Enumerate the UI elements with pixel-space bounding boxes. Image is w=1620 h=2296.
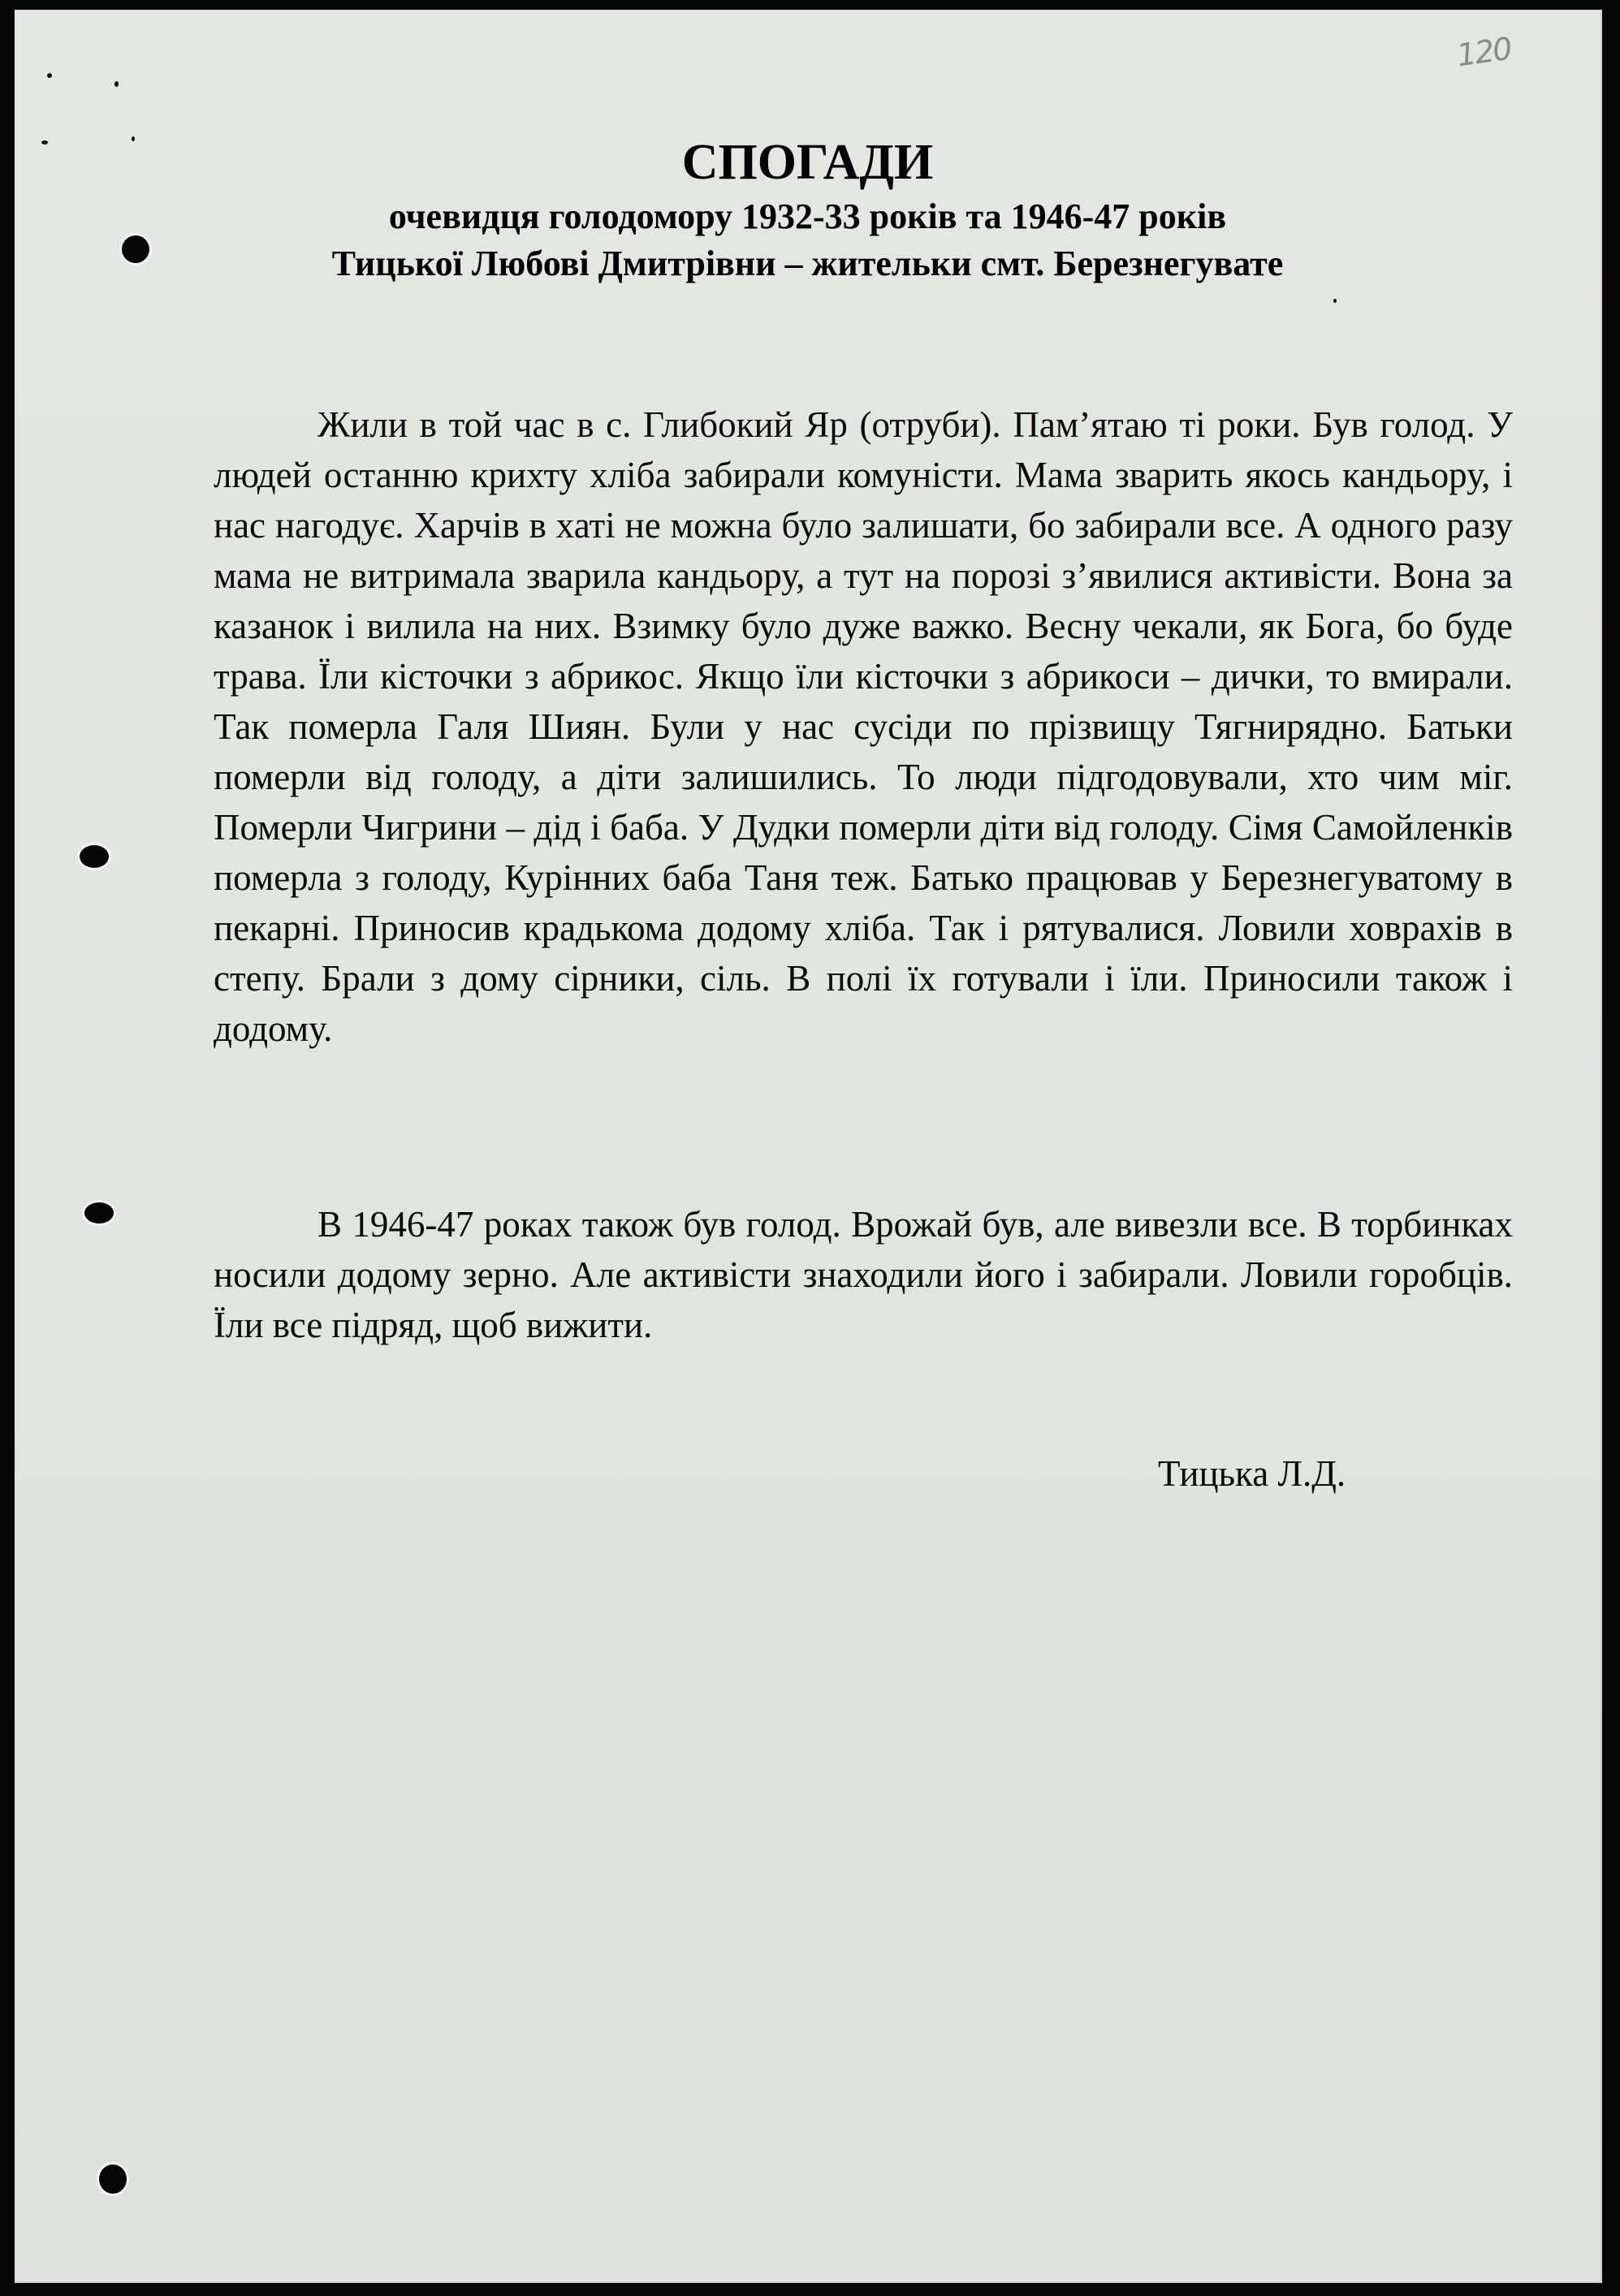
document-subtitle-line2: Тицької Любові Дмитрівни – жительки смт. Березнегувате (331, 244, 1284, 283)
document-header (15, 132, 1601, 287)
body-paragraph-2: В 1946-47 роках також був голод. Врожай був, але вивезли все. В торбинках носили додому зерно. Але активісти знаходили його і забирали. Ловили горобців. Їли все підряд, щоб вижити. (214, 1204, 1513, 1345)
punch-hole (99, 2164, 127, 2194)
handwritten-page-number: 120 (1454, 30, 1514, 74)
document-page (15, 10, 1602, 2283)
speck (114, 81, 119, 87)
speck (1333, 299, 1337, 303)
punch-hole (84, 1202, 114, 1224)
document-subtitle-line1: очевидця голодомору 1932-33 років та 1946-47 років (388, 196, 1227, 236)
signature: Тицька Л.Д. (1158, 1453, 1346, 1494)
punch-hole (80, 845, 109, 868)
document-title: СПОГАДИ (681, 135, 934, 190)
speck (47, 73, 52, 78)
body-paragraph-1: Жили в той час в с. Глибокий Яр (отруби). Пам’ятаю ті роки. Був голод. У людей останню крихту хліба забирали комуністи. Мама зварить якось кандьору, і нас нагодує. Харчів в хаті не можна було залишати, бо забирали все. А одного разу мама не витримала зварила кандьору, а тут на порозі з’явилися активісти. Вона за казанок і вилила на них. Взимку було дуже важко. Весну чекали, як Бога, бо буде трава. Їли кісточки з абрикос. Якщо їли кісточки з абрикоси – дички, то вмирали. Так померла Галя Шиян. Були у нас сусіди по прізвищу Тягнирядно. Батьки померли від голоду, а діти залишились. То люди підгодовували, хто чим міг. Померли Чигрини – дід і баба. У Дудки померли діти від голоду. Сімя Самойленків померла з голоду, Курінних баба Таня теж. Батько працював у Березнегуватому в пекарні. Приносив крадькома додому хліба. Так і рятувалися. Ловили ховрахів в степу. Брали з дому сірники, сіль. В полі їх готували і їли. Приносили також і додому. (214, 404, 1513, 1049)
